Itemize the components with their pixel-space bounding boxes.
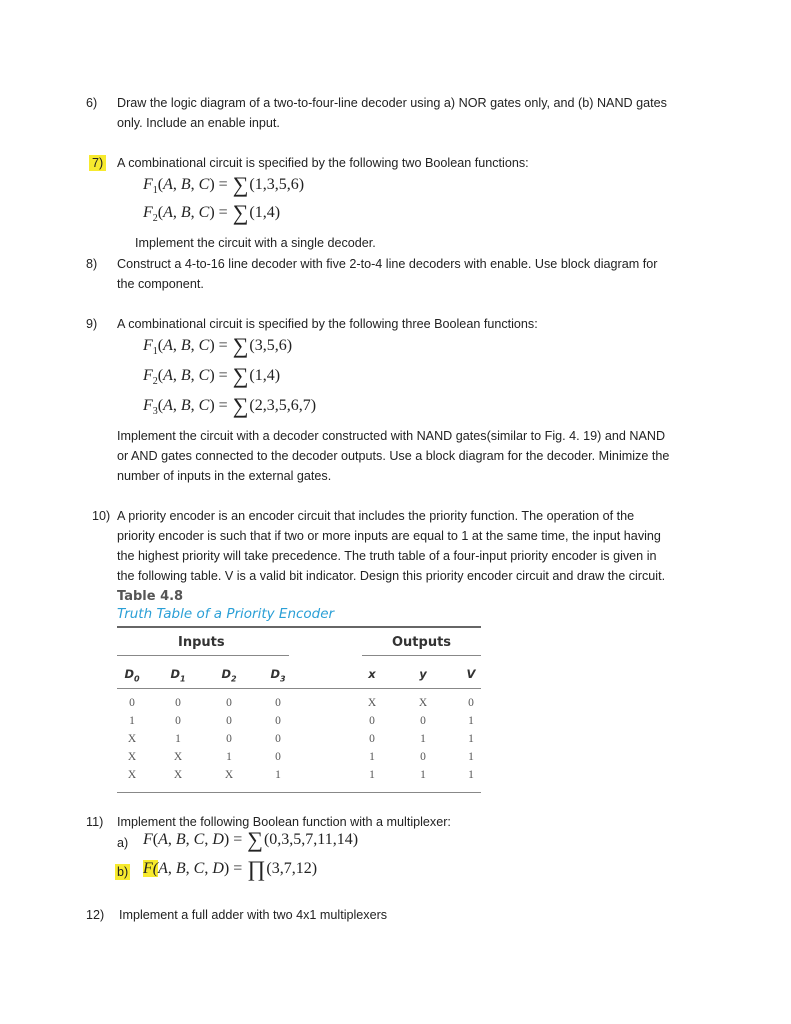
question-6-line-1: Draw the logic diagram of a two-to-four-line decoder using a) NOR gates only, and (b) NAND gates xyxy=(117,96,667,110)
question-9-intro: A combinational circuit is specified by the following three Boolean functions: xyxy=(117,317,538,331)
q11-function-a: F(A, B, C, D) = ∑(0,3,5,7,11,14) xyxy=(143,827,359,852)
col-header-d1: $D_1$ xyxy=(170,667,186,684)
table-cell-d0: 0 xyxy=(129,697,135,709)
table-cell-d2: 0 xyxy=(226,733,232,745)
q11-a-minterms: (0,3,5,7,11,14) xyxy=(263,831,359,848)
question-8-line-1: Construct a 4-to-16 line decoder with five 2-to-4 line decoders with enable. Use block diagram for xyxy=(117,257,658,271)
outputs-header: Outputs xyxy=(392,635,452,650)
col-header-v: V xyxy=(466,667,476,681)
q9-function-f1: $F_1(A$, B, C) = ∑(3,5,6) xyxy=(143,333,293,358)
inputs-header: Inputs xyxy=(178,635,225,650)
question-6-number: 6) xyxy=(86,96,98,110)
table-cell-d3: 0 xyxy=(275,751,281,763)
q9-function-f2: $F_2(A$, B, C) = ∑(1,4) xyxy=(143,363,281,388)
table-top-rule xyxy=(117,626,481,628)
table-cell-x: 1 xyxy=(369,769,375,781)
table-cell-d1: X xyxy=(173,769,183,781)
question-12-text: Implement a full adder with two 4x1 multiplexers xyxy=(119,908,388,922)
question-9-number: 9) xyxy=(86,317,98,331)
q7-function-f2: $F_2(A$, B, C) = ∑(1,4) xyxy=(143,200,281,225)
question-10-line-2: priority encoder is such that if two or more inputs are equal to 1 at the same time, the input having xyxy=(117,529,661,543)
table-cell-v: 1 xyxy=(468,733,474,745)
table-bottom-rule xyxy=(117,792,481,793)
inputs-underline xyxy=(117,655,289,656)
table-cell-x: 1 xyxy=(369,751,375,763)
table-cell-d0: X xyxy=(127,733,137,745)
q7-f2-minterms: (1,4) xyxy=(249,204,281,221)
question-7-intro: A combinational circuit is specified by the following two Boolean functions: xyxy=(117,156,529,170)
table-cell-d2: 1 xyxy=(226,751,232,763)
question-9-line-3: number of inputs in the external gates. xyxy=(117,469,332,483)
q9-f3-minterms: (2,3,5,6,7) xyxy=(249,397,317,414)
col-header-d3: $D_3$ xyxy=(270,667,286,684)
question-10-line-4: the following table. V is a valid bit indicator. Design this priority encoder circuit and draw the circuit. xyxy=(117,569,666,583)
table-cell-v: 1 xyxy=(468,769,474,781)
q9-f2-minterms: (1,4) xyxy=(249,367,281,384)
q7-function-f1: $F_1(A$, B, C) = ∑(1,3,5,6) xyxy=(143,172,305,197)
table-cell-d2: X xyxy=(224,769,234,781)
table-cell-v: 1 xyxy=(468,751,474,763)
table-cell-d3: 0 xyxy=(275,715,281,727)
table-cell-d1: 1 xyxy=(175,733,181,745)
table-cell-d2: 0 xyxy=(226,697,232,709)
table-cell-x: 0 xyxy=(369,715,375,727)
question-12-number: 12) xyxy=(86,908,105,922)
col-header-d0: $D_0$ xyxy=(124,667,140,684)
question-7-number: 7) xyxy=(89,155,106,171)
question-10-line-1: A priority encoder is an encoder circuit that includes the priority function. The operation of the xyxy=(117,509,635,523)
question-11-intro: Implement the following Boolean function with a multiplexer: xyxy=(117,815,451,829)
table-cell-d2: 0 xyxy=(226,715,232,727)
table-cell-d3: 0 xyxy=(275,697,281,709)
question-10-line-3: the highest priority will take precedence. The truth table of a four-input priority encoder is given in xyxy=(117,549,657,563)
table-cell-d3: 0 xyxy=(275,733,281,745)
question-9-line-2: or AND gates connected to the decoder outputs. Use a block diagram for the decoder. Minimize the xyxy=(117,449,670,463)
table-subtitle: Truth Table of a Priority Encoder xyxy=(117,606,335,622)
outputs-underline xyxy=(362,655,481,656)
table-cell-y: 0 xyxy=(420,715,426,727)
q9-f1-minterms: (3,5,6) xyxy=(249,337,293,354)
question-8-number: 8) xyxy=(86,257,98,271)
col-header-d2: $D_2$ xyxy=(221,667,237,684)
table-cell-d0: X xyxy=(127,769,137,781)
table-cell-d1: 0 xyxy=(175,715,181,727)
question-9-line-1: Implement the circuit with a decoder constructed with NAND gates(similar to Fig. 4. 19) and NAND xyxy=(117,429,666,443)
q11-b-maxterms: (3,7,12) xyxy=(266,860,318,877)
table-cell-v: 0 xyxy=(468,697,474,709)
q11-part-a-label: a) xyxy=(117,836,129,850)
question-7-outro: Implement the circuit with a single decoder. xyxy=(135,236,376,250)
q9-function-f3: $F_3(A$, B, C) = ∑(2,3,5,6,7) xyxy=(143,393,317,418)
q11-part-b-label: b) xyxy=(117,865,129,879)
table-cell-y: 0 xyxy=(420,751,426,763)
col-header-y: y xyxy=(419,667,427,681)
q7-f1-minterms: (1,3,5,6) xyxy=(249,176,305,193)
header-rule xyxy=(117,688,481,689)
table-title: Table 4.8 xyxy=(117,589,184,604)
table-cell-x: 0 xyxy=(369,733,375,745)
table-cell-y: X xyxy=(418,697,428,709)
question-6-line-2: only. Include an enable input. xyxy=(117,116,280,130)
question-11-number: 11) xyxy=(86,815,104,829)
table-cell-d0: 1 xyxy=(129,715,135,727)
table-cell-d0: X xyxy=(127,751,137,763)
table-cell-d3: 1 xyxy=(275,769,281,781)
table-cell-d1: 0 xyxy=(175,697,181,709)
col-header-x: x xyxy=(368,667,376,681)
table-cell-v: 1 xyxy=(468,715,474,727)
table-cell-y: 1 xyxy=(420,769,426,781)
table-cell-x: X xyxy=(367,697,377,709)
q11-function-b: F(A, B, C, D) = ∏(3,7,12) xyxy=(143,856,318,881)
question-10-number: 10) xyxy=(92,509,111,523)
table-cell-d1: X xyxy=(173,751,183,763)
table-cell-y: 1 xyxy=(420,733,426,745)
question-8-line-2: the component. xyxy=(117,277,204,291)
